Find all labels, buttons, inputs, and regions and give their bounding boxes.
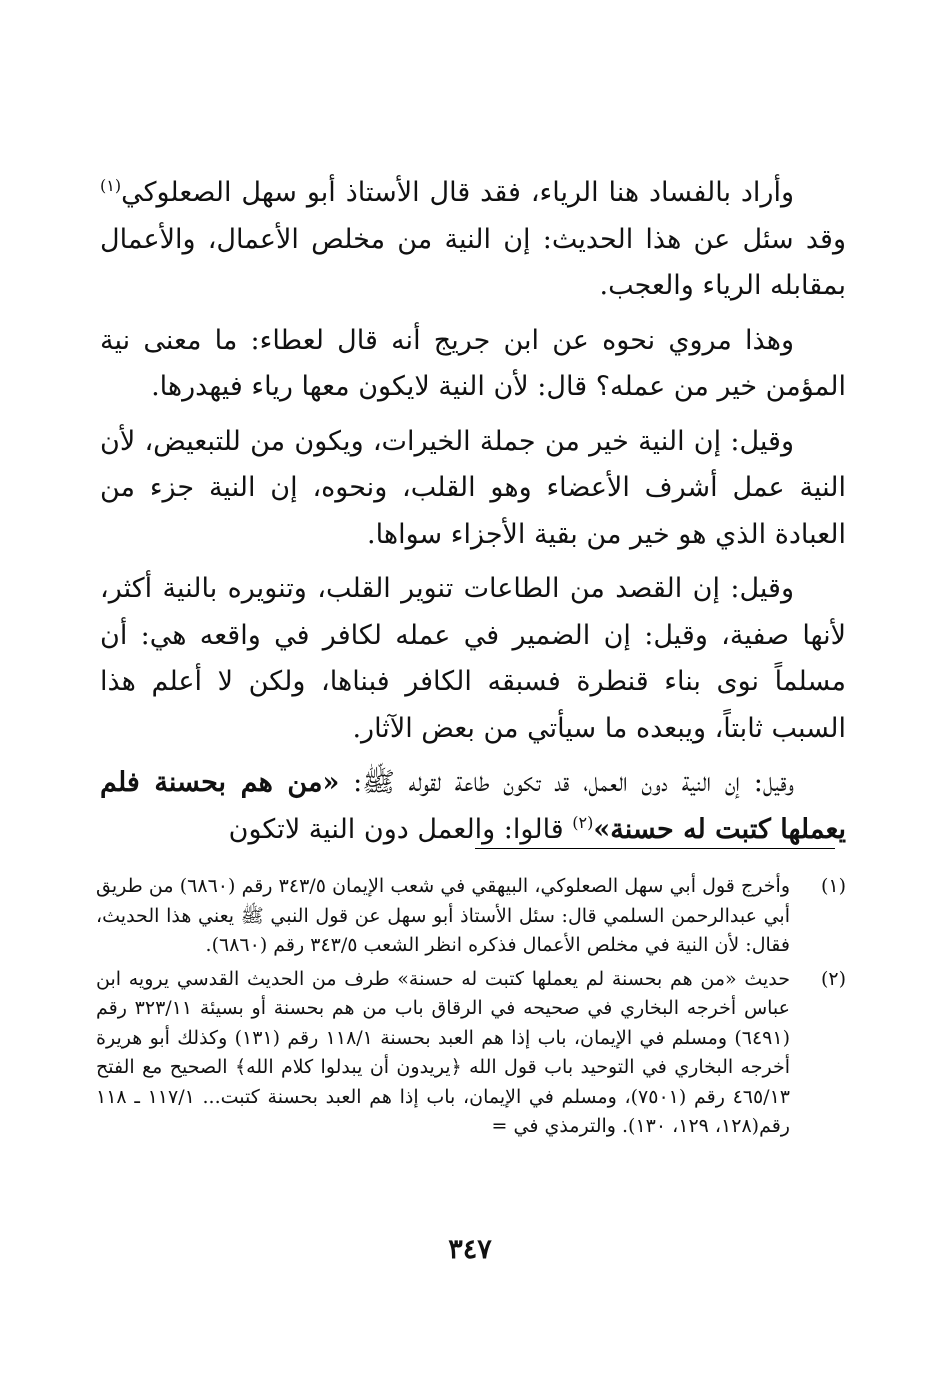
page-number: ٣٤٧: [448, 1234, 492, 1265]
footnotes: [96, 872, 846, 1146]
footnote-2-number: (٢): [820, 967, 846, 990]
paragraph-1-text-b: وقد سئل عن هذا الحديث: إن النية من مخلص الأعمال، والأعمال بمقابله الرياء والعجب.: [100, 223, 846, 301]
paragraph-3: وقيل: إن النية خير من جملة الخيرات، ويكون من للتبعيض، لأن النية عمل أشرف الأعضاء وهو القلب، ونحوه، إن النية جزء من العبادة الذي هو خير من بقية الأجزاء سواها.: [100, 425, 846, 550]
paragraph-2: وهذا مروي نحوه عن ابن جريج أنه قال لعطاء: ما معنى نية المؤمن خير من عمله؟ قال: لأن النية لايكون معها رياء فيهدرها.: [100, 324, 846, 402]
footnote-2-text: حديث «من هم بحسنة لم يعملها كتبت له حسنة» طرف من الحديث القدسي يرويه ابن عباس أخرجه البخاري في صحيحه في الرقاق باب من هم بحسنة أو بسيئة ٣٢٣/١١ رقم (٦٤٩١) ومسلم في الإيمان، باب إذا هم العبد بحسنة ١١٨/١ رقم (١٣١) وكذلك أبو هريرة أخرجه البخاري في التوحيد باب قول الله ﴿يريدون أن يبدلوا كلام الله﴾ الصحيح مع الفتح ٤٦٥/١٣ رقم (٧٥٠١)، ومسلم في الإيمان، باب إذا هم العبد بحسنة كتبت... ١١٧/١ ـ ١١٨ رقم(١٢٨، ١٢٩، ١٣٠). والترمذي في =: [96, 967, 790, 1137]
footnote-2: [96, 965, 846, 1142]
paragraph-1: [100, 170, 846, 310]
paragraph-5: [100, 760, 846, 853]
footnote-1-text: وأخرج قول أبي سهل الصعلوكي، البيهقي في شعب الإيمان ٣٤٣/٥ رقم (٦٨٦٠) من طريق أبي عبدالرحمن السلمي قال: سئل الأستاذ أبو سهل عن قول النبي ﷺ يعني هذا الحديث، فقال: لأن النية في مخلص الأعمال فذكره انظر الشعب ٣٤٣/٥ رقم (٦٨٦٠).: [96, 875, 790, 956]
footnote-divider: [475, 848, 835, 849]
hadith-quote: «من هم بحسنة فلم يعملها كتبت له حسنة»: [100, 767, 846, 845]
paragraph-4: وقيل: إن القصد من الطاعات تنوير القلب، وتنويره بالنية أكثر، لأنها صفية، وقيل: إن الضمير في عمله لكافر في واقعه هي: أن مسلماً نوى بناء قنطرة فسبقه الكافر فبناها، ولكن لا أعلم هذا السبب ثابتاً، ويبعده ما سيأتي من بعض الآثار.: [100, 573, 846, 744]
paragraph-5-text-a: وقيل: إن النية دون العمل، قد تكون طاعة لقوله ﷺ:: [339, 767, 795, 798]
footnote-1: [96, 872, 846, 961]
paragraph-1-text-a: وأراد بالفساد هنا الرياء، فقد قال الأستاذ أبو سهل الصعلوكي: [121, 177, 794, 208]
main-text: [100, 170, 846, 853]
paragraph-5-text-b: قالوا: والعمل دون النية لاتكون: [228, 813, 573, 845]
footnote-1-number: (١): [820, 875, 846, 897]
footnote-ref-2: (٢): [572, 812, 594, 832]
footnote-ref-1: (١): [100, 176, 122, 195]
